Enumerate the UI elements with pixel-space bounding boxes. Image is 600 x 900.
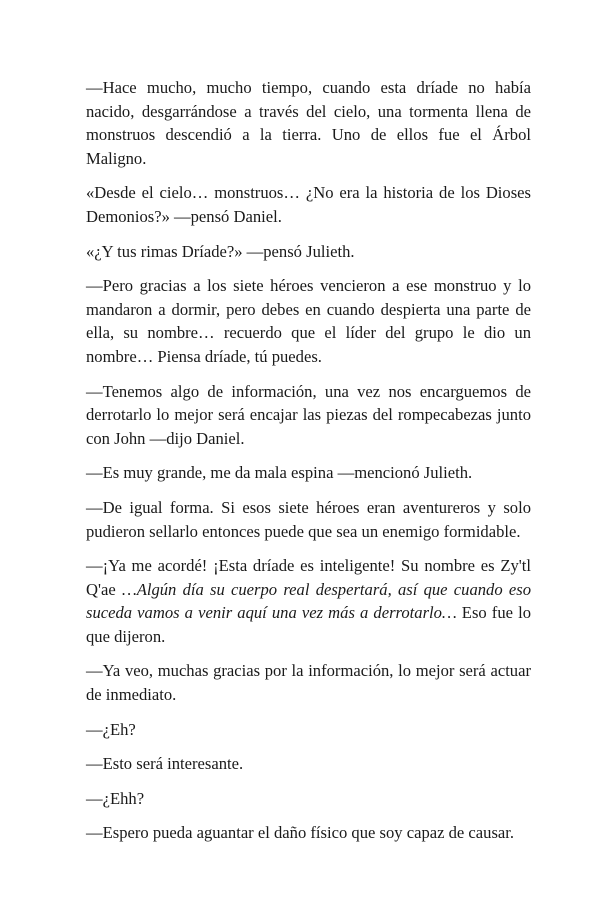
paragraph-2: «Desde el cielo… monstruos… ¿No era la historia de los Dioses Demonios?» —pensó Daniel. (86, 183, 531, 226)
book-page (86, 76, 531, 856)
paragraph-12: —¿Ehh? (86, 788, 145, 808)
paragraph-5: —Tenemos algo de información, una vez nos encarguemos de derrotarlo lo mejor será encajar las piezas del rompecabezas junto con John —dijo Daniel. (86, 381, 531, 448)
paragraph-10: —¿Eh? (86, 719, 136, 739)
paragraph-9: —Ya veo, muchas gracias por la información, lo mejor será actuar de inmediato. (86, 661, 531, 705)
paragraph-13: —Espero pueda aguantar el daño físico que soy capaz de causar. (86, 823, 515, 843)
paragraph-6: —Es muy grande, me da mala espina —mencionó Julieth. (86, 463, 473, 483)
paragraph-8-italic-quote: …Algún día su cuerpo real despertará, así que cuando eso suceda vamos a venir aquí una vez más a derrotarlo… (86, 579, 531, 623)
paragraph-8 (86, 554, 531, 648)
paragraph-4: —Pero gracias a los siete héroes vencieron a ese monstruo y lo mandaron a dormir, pero debes en cuando despierta una parte de ella, su nombre… recuerdo que el líder del grupo le dio un nombre… Piensa dríade, tú puedes. (86, 276, 531, 366)
paragraph-8-tail: Eso fue lo que dijeron. (86, 603, 531, 646)
paragraph-1: —Hace mucho, mucho tiempo, cuando esta dríade no había nacido, desgarrándose a través del cielo, una tormenta llena de monstruos descendió a la tierra. Uno de ellos fue el Árbol Maligno. (86, 78, 531, 168)
paragraph-3: «¿Y tus rimas Dríade?» —pensó Julieth. (86, 241, 355, 261)
paragraph-8-lead: —¡Ya me acordé! ¡Esta dríade es inteligente! Su nombre es Zy'tl Q'ae (86, 556, 531, 599)
paragraph-7: —De igual forma. Si esos siete héroes eran aventureros y solo pudieron sellarlo entonces puede que sea un enemigo formidable. (86, 497, 531, 541)
paragraph-11: —Esto será interesante. (86, 754, 244, 774)
